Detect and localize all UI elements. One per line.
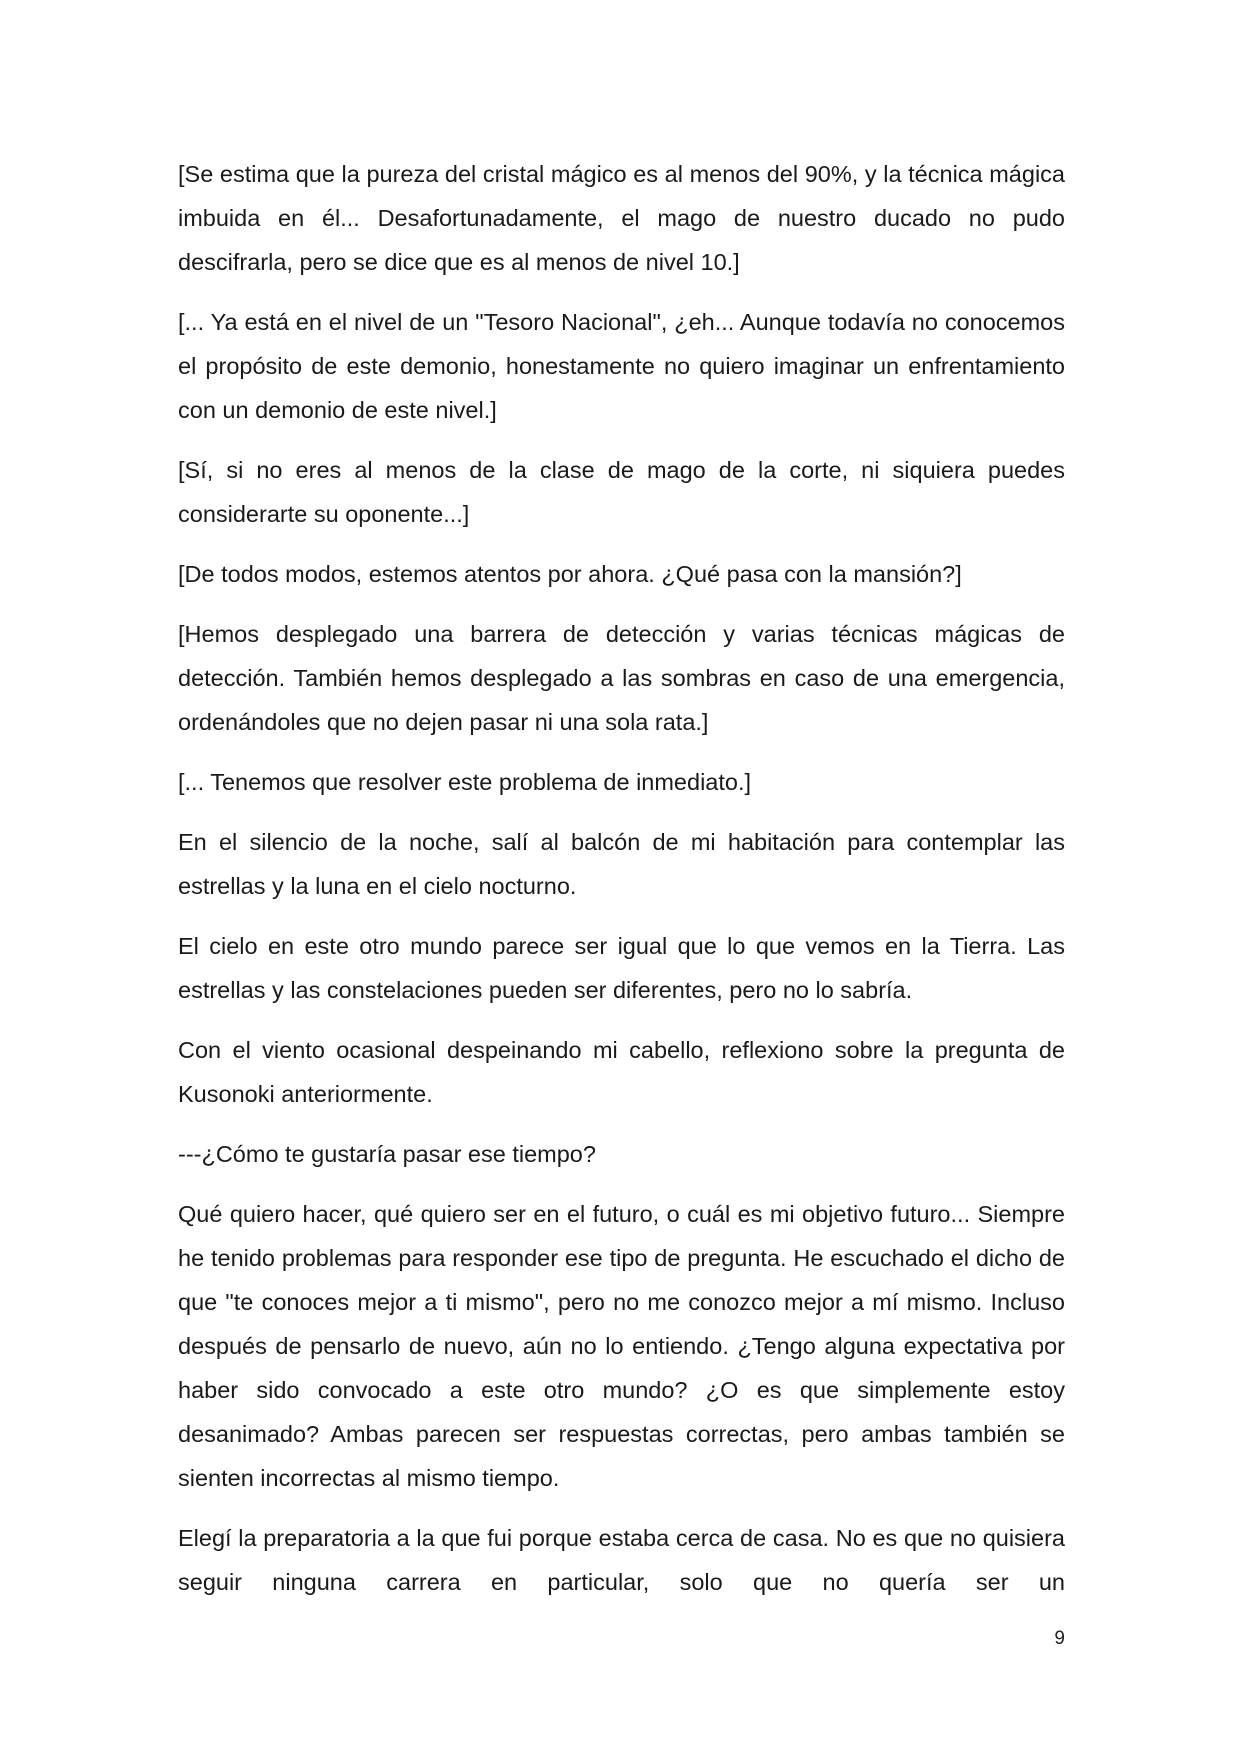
paragraph: Qué quiero hacer, qué quiero ser en el futuro, o cuál es mi objetivo futuro... Siempre he tenido problemas para responder ese tipo de pregunta. He escuchado el dicho de que "te conoces mejor a ti mismo", pero no me conozco mejor a mí mismo. Incluso después de pensarlo de nuevo, aún no lo entiendo. ¿Tengo alguna expectativa por haber sido convocado a este otro mundo? ¿O es que simplemente estoy desanimado? Ambas parecen ser respuestas correctas, pero ambas también se sienten incorrectas al mismo tiempo. (178, 1201, 1065, 1491)
document-page (178, 152, 1065, 1620)
page-number: 9 (1054, 1628, 1065, 1649)
paragraph: Con el viento ocasional despeinando mi cabello, reflexiono sobre la pregunta de Kusonoki anteriormente. (178, 1037, 1065, 1107)
paragraph: [De todos modos, estemos atentos por ahora. ¿Qué pasa con la mansión?] (178, 561, 962, 587)
paragraph: ---¿Cómo te gustaría pasar ese tiempo? (178, 1141, 596, 1167)
paragraph: El cielo en este otro mundo parece ser igual que lo que vemos en la Tierra. Las estrellas y las constelaciones pueden ser diferentes, pero no lo sabría. (178, 933, 1065, 1003)
paragraph: En el silencio de la noche, salí al balcón de mi habitación para contemplar las estrellas y la luna en el cielo nocturno. (178, 829, 1065, 899)
paragraph: [... Ya está en el nivel de un "Tesoro Nacional", ¿eh... Aunque todavía no conocemos el propósito de este demonio, honestamente no quiero imaginar un enfrentamiento con un demonio de este nivel.] (178, 309, 1065, 423)
paragraph: Elegí la preparatoria a la que fui porque estaba cerca de casa. No es que no quisiera seguir ninguna carrera en particular, solo que no quería ser un (178, 1525, 1065, 1595)
paragraph: [Se estima que la pureza del cristal mágico es al menos del 90%, y la técnica mágica imbuida en él... Desafortunadamente, el mago de nuestro ducado no pudo descifrarla, pero se dice que es al menos de nivel 10.] (178, 161, 1065, 275)
paragraph: [... Tenemos que resolver este problema de inmediato.] (178, 769, 752, 795)
paragraph: [Sí, si no eres al menos de la clase de mago de la corte, ni siquiera puedes considerarte su oponente...] (178, 457, 1065, 527)
paragraph: [Hemos desplegado una barrera de detección y varias técnicas mágicas de detección. También hemos desplegado a las sombras en caso de una emergencia, ordenándoles que no dejen pasar ni una sola rata.] (178, 621, 1065, 735)
